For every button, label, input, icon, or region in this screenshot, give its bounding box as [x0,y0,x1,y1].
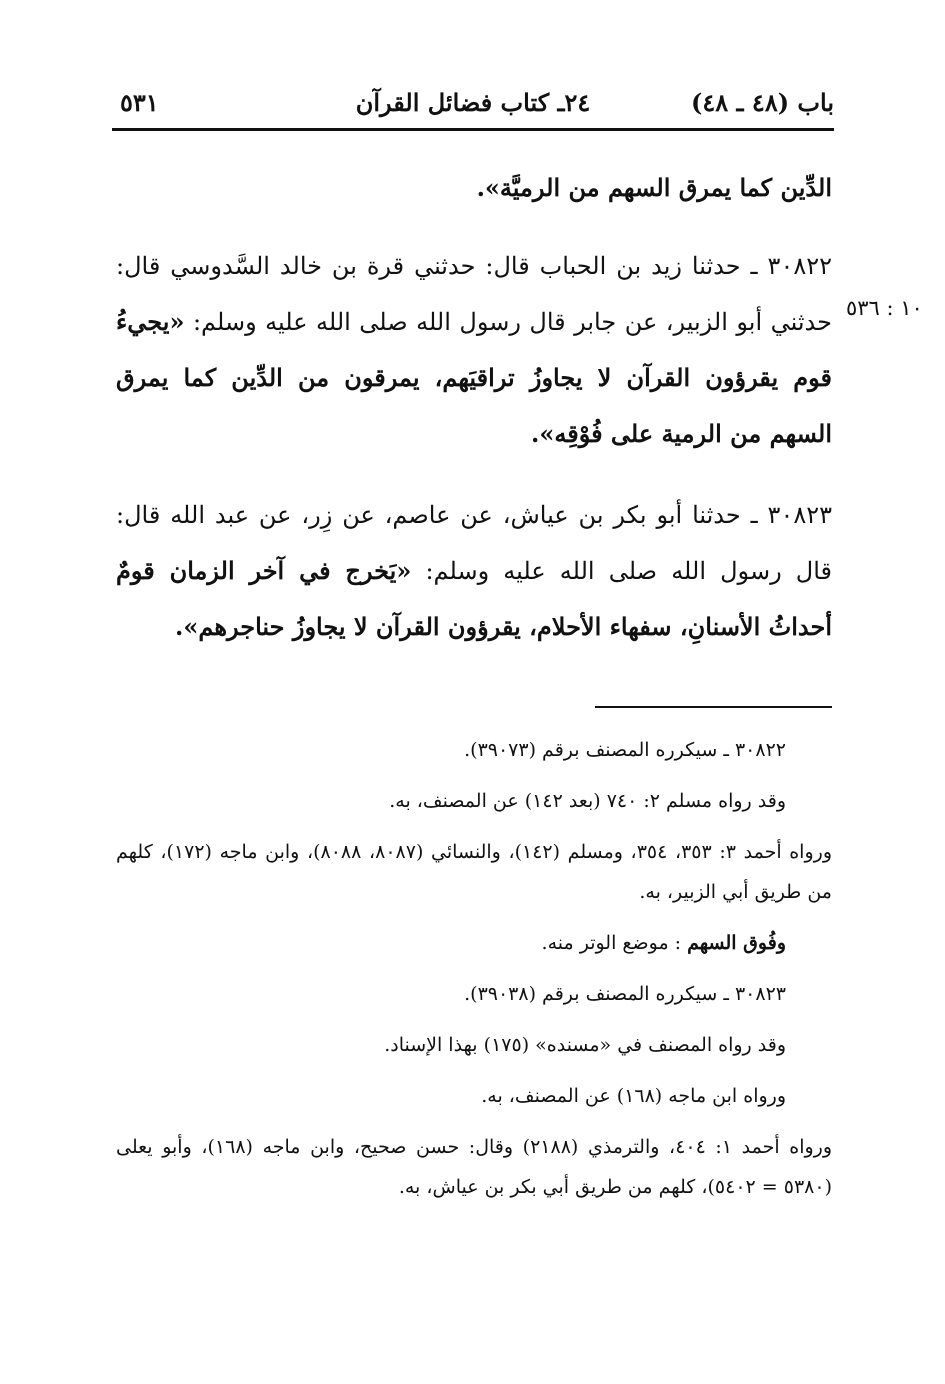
hadith-30823 [116,488,832,655]
header-rule [112,128,834,131]
hadith-30823-isnad: ٣٠٨٢٣ ـ حدثنا أبو بكر بن عياش، عن عاصم، عن زِر، عن عبد الله قال: قال رسول الله صلى الله عليه وسلم: [116,501,833,585]
hadith-30822 [116,239,832,462]
hadith-30822-matn: «يجيءُ قوم يقرؤون القرآن لا يجاوزُ تراقيَهم، يمرقون من الدِّين كما يمرق السهم من الرمية على فُوْقِه». [116,307,832,448]
chapter-range: باب (٤٨ ـ ٤٨) [691,88,834,117]
footnote-line: ورواه ابن ماجه (١٦٨) عن المصنف، به. [481,1085,786,1107]
margin-reference: ١٠ : ٥٣٦ [846,296,923,320]
paragraph-continuation: الدِّين كما يمرق السهم من الرميَّة». [476,173,832,202]
footnote-separator [595,706,832,708]
running-header [112,88,834,124]
footnote-line: وقد رواه المصنف في «مسنده» (١٧٥) بهذا الإسناد. [384,1034,786,1056]
main-text [116,160,832,655]
footnote-line: وقد رواه مسلم ٢: ٧٤٠ (بعد ١٤٢) عن المصنف، به. [389,790,786,812]
footnotes [116,730,832,1218]
footnote-30823: ٣٠٨٢٣ ـ سيكرره المصنف برقم (٣٩٠٣٨). [464,983,786,1005]
hadith-30823-matn: «يَخرج في آخر الزمان قومٌ أحداثُ الأسنانِ، سفهاء الأحلام، يقرؤون القرآن لا يجاوزُ حناجرهم». [116,556,832,641]
page-number: ٥٣١ [120,88,159,117]
definition-text: : موضع الوتر منه. [541,932,682,954]
footnote-30822: ٣٠٨٢٢ ـ سيكرره المصنف برقم (٣٩٠٧٣). [464,739,786,761]
footnote-line: ورواه أحمد ١: ٤٠٤، والترمذي (٢١٨٨) وقال: حسن صحيح، وابن ماجه (١٦٨)، وأبو يعلى (٥٣٨٠ = ٥٤٠٢)، كلهم من طريق أبي بكر بن عياش، به. [116,1136,833,1198]
footnote-line: ورواه أحمد ٣: ٣٥٣، ٣٥٤، ومسلم (١٤٢)، والنسائي (٨٠٨٧، ٨٠٨٨)، وابن ماجه (١٧٢)، كلهم من طريق أبي الزبير، به. [116,841,832,903]
footnote-definition [116,923,832,963]
book-title: ٢٤ـ كتاب فضائل القرآن [355,88,591,117]
definition-term: وفُوق السهم [687,932,786,954]
hadith-30822-isnad: ٣٠٨٢٢ ـ حدثنا زيد بن الحباب قال: حدثني قرة بن خالد السَّدوسي قال: حدثني أبو الزبير، عن جابر قال رسول الله صلى الله عليه وسلم: [116,252,832,336]
